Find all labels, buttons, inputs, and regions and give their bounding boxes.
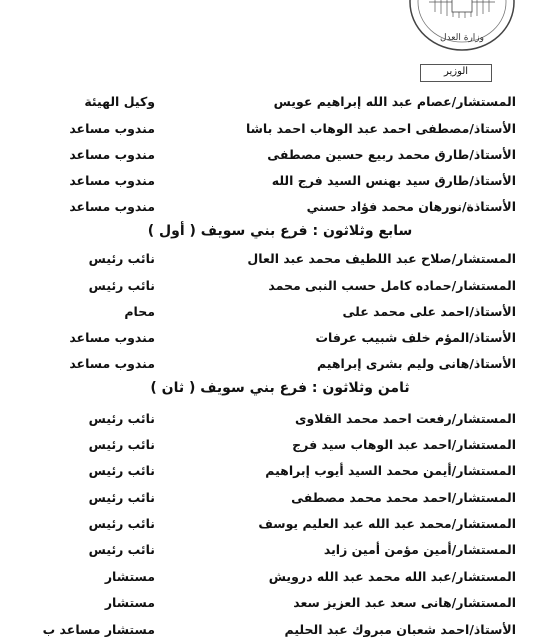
job-title: نائب رئيس <box>88 516 155 531</box>
list-item <box>0 461 548 485</box>
ministry-label: الوزير <box>420 64 492 82</box>
job-title: مندوب مساعد <box>69 147 155 162</box>
list-item <box>0 171 548 195</box>
list-item <box>0 593 548 617</box>
person-name: الأستاذ/مصطفى احمد عبد الوهاب احمد باشا <box>245 121 516 136</box>
job-title: نائب رئيس <box>88 463 155 478</box>
job-title: مستشار <box>104 595 155 610</box>
person-name: المستشار/احمد محمد محمد مصطفى <box>291 490 516 505</box>
person-name: المستشار/احمد عبد الوهاب سيد فرج <box>292 437 516 452</box>
person-name: المستشار/محمد عبد الله عبد العليم يوسف <box>258 516 516 531</box>
person-name: المستشار/رفعت احمد محمد القلاوى <box>294 411 516 426</box>
list-item <box>0 145 548 169</box>
job-title: مندوب مساعد <box>69 173 155 188</box>
person-name: المستشار/أمين مؤمن أمين زايد <box>323 542 516 557</box>
job-title: مستشار <box>104 569 155 584</box>
job-title: نائب رئيس <box>88 437 155 452</box>
person-name: المستشار/عصام عبد الله إبراهيم عويس <box>273 94 516 109</box>
list-item <box>0 354 548 378</box>
section-heading: سابع وثلاثون : فرع بني سويف ( أول ) <box>147 223 413 239</box>
list-item <box>0 409 548 433</box>
list-item <box>0 249 548 273</box>
person-name: المستشار/صلاح عبد اللطيف محمد عبد العال <box>247 251 516 266</box>
ministry-seal-icon <box>405 0 520 52</box>
job-title: وكيل الهيئة <box>84 94 155 109</box>
list-item <box>0 514 548 538</box>
person-name: الأستاذ/هانى وليم بشرى إبراهيم <box>316 356 516 371</box>
person-name: المستشار/حماده كامل حسب النبى محمد <box>268 278 516 293</box>
list-item <box>0 540 548 564</box>
person-name: الأستاذة/نورهان محمد فؤاد حسني <box>306 199 516 214</box>
job-title: مندوب مساعد <box>69 121 155 136</box>
list-item <box>0 119 548 143</box>
seal-text: وزارة العدل <box>440 33 484 43</box>
job-title: مندوب مساعد <box>69 356 155 371</box>
job-title: محام <box>124 304 155 319</box>
person-name: الأستاذ/احمد على محمد على <box>342 304 516 319</box>
person-name: المستشار/أيمن محمد السيد أيوب إبراهيم <box>265 463 516 478</box>
job-title: نائب رئيس <box>88 411 155 426</box>
job-title: نائب رئيس <box>88 278 155 293</box>
list-item <box>0 197 548 221</box>
person-name: المستشار/عبد الله محمد عبد الله درويش <box>268 569 516 584</box>
person-name: الأستاذ/طارق محمد ربيع حسين مصطفى <box>267 147 516 162</box>
person-name: الأستاذ/طارق سيد بهنس السيد فرج الله <box>271 173 516 188</box>
job-title: مندوب مساعد <box>69 199 155 214</box>
list-item <box>0 488 548 512</box>
person-name: الأستاذ/المؤم خلف شبيب عرفات <box>315 330 516 345</box>
list-item <box>0 276 548 300</box>
job-title: مندوب مساعد <box>69 330 155 345</box>
list-item <box>0 435 548 459</box>
section-heading: ثامن وثلاثون : فرع بني سويف ( ثان ) <box>150 380 410 396</box>
person-name: الأستاذ/احمد شعبان مبروك عبد الحليم <box>284 622 516 637</box>
list-item <box>0 567 548 591</box>
list-item <box>0 328 548 352</box>
job-title: نائب رئيس <box>88 490 155 505</box>
person-name: المستشار/هانى سعد عبد العزيز سعد <box>293 595 516 610</box>
job-title: نائب رئيس <box>88 542 155 557</box>
list-item <box>0 92 548 116</box>
job-title: مستشار مساعد ب <box>42 622 155 637</box>
list-item <box>0 302 548 326</box>
list-item <box>0 620 548 644</box>
job-title: نائب رئيس <box>88 251 155 266</box>
